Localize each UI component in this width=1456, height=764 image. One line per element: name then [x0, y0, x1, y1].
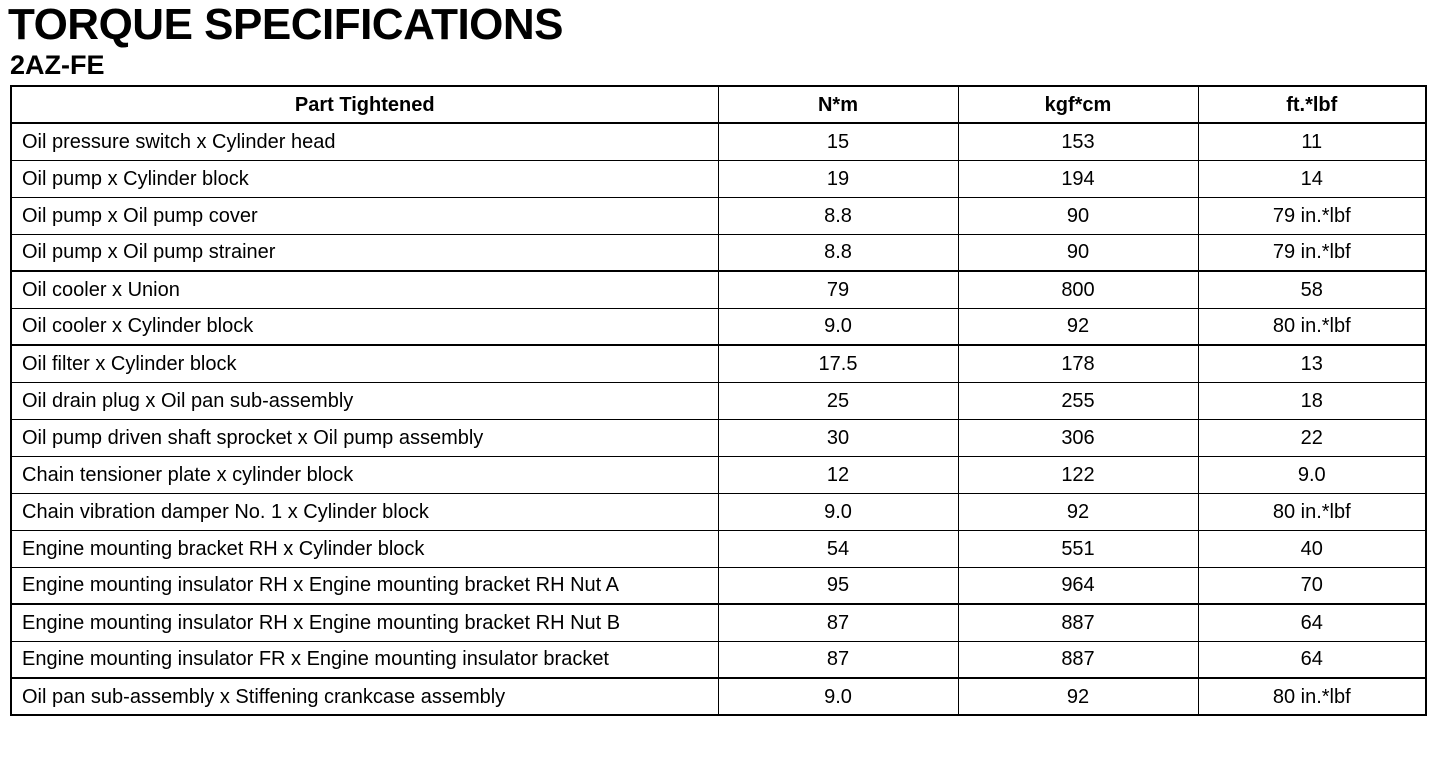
table-row: [11, 493, 1426, 530]
nm-cell: 95: [718, 567, 958, 604]
nm-cell: 9.0: [718, 308, 958, 345]
ft-cell: 9.0: [1198, 456, 1426, 493]
kgf-cell: 178: [958, 345, 1198, 382]
table-row: [11, 604, 1426, 641]
nm-cell: 30: [718, 419, 958, 456]
nm-cell: 8.8: [718, 234, 958, 271]
kgf-cell: 153: [958, 123, 1198, 160]
nm-cell: 9.0: [718, 678, 958, 715]
ft-cell: 13: [1198, 345, 1426, 382]
kgf-cell: 194: [958, 160, 1198, 197]
nm-cell: 8.8: [718, 197, 958, 234]
part-cell: Oil filter x Cylinder block: [11, 345, 718, 382]
nm-cell: 54: [718, 530, 958, 567]
table-row: [11, 308, 1426, 345]
engine-code-subtitle: 2AZ-FE: [10, 50, 105, 80]
nm-cell: 25: [718, 382, 958, 419]
table-row: [11, 197, 1426, 234]
nm-cell: 87: [718, 604, 958, 641]
part-cell: Oil cooler x Union: [11, 271, 718, 308]
kgf-cell: 92: [958, 678, 1198, 715]
ft-cell: 22: [1198, 419, 1426, 456]
ft-cell: 14: [1198, 160, 1426, 197]
kgf-cell: 964: [958, 567, 1198, 604]
nm-cell: 79: [718, 271, 958, 308]
ft-cell: 64: [1198, 604, 1426, 641]
ft-cell: 80 in.*lbf: [1198, 493, 1426, 530]
table-row: [11, 160, 1426, 197]
table-row: [11, 456, 1426, 493]
ft-cell: 40: [1198, 530, 1426, 567]
kgf-cell: 887: [958, 604, 1198, 641]
part-cell: Oil pump x Oil pump strainer: [11, 234, 718, 271]
kgf-cell: 551: [958, 530, 1198, 567]
nm-cell: 19: [718, 160, 958, 197]
part-cell: Oil pump x Cylinder block: [11, 160, 718, 197]
ft-cell: 70: [1198, 567, 1426, 604]
header-kgf-cm: kgf*cm: [958, 86, 1198, 123]
header-ft-lbf: ft.*lbf: [1198, 86, 1426, 123]
page-title: TORQUE SPECIFICATIONS: [8, 0, 564, 49]
ft-cell: 58: [1198, 271, 1426, 308]
nm-cell: 9.0: [718, 493, 958, 530]
part-cell: Oil pump driven shaft sprocket x Oil pump assembly: [11, 419, 718, 456]
table-row: [11, 641, 1426, 678]
part-cell: Oil pan sub-assembly x Stiffening crankcase assembly: [11, 678, 718, 715]
nm-cell: 17.5: [718, 345, 958, 382]
ft-cell: 79 in.*lbf: [1198, 234, 1426, 271]
table-row: [11, 234, 1426, 271]
part-cell: Oil drain plug x Oil pan sub-assembly: [11, 382, 718, 419]
part-cell: Engine mounting bracket RH x Cylinder block: [11, 530, 718, 567]
table-row: [11, 345, 1426, 382]
table-header-row: [11, 86, 1426, 123]
table-row: [11, 419, 1426, 456]
table-row: [11, 271, 1426, 308]
part-cell: Chain tensioner plate x cylinder block: [11, 456, 718, 493]
kgf-cell: 90: [958, 197, 1198, 234]
header-nm: N*m: [718, 86, 958, 123]
part-cell: Oil pump x Oil pump cover: [11, 197, 718, 234]
kgf-cell: 92: [958, 308, 1198, 345]
torque-spec-table: [10, 85, 1427, 716]
nm-cell: 12: [718, 456, 958, 493]
part-cell: Oil cooler x Cylinder block: [11, 308, 718, 345]
part-cell: Oil pressure switch x Cylinder head: [11, 123, 718, 160]
table-row: [11, 382, 1426, 419]
table-row: [11, 567, 1426, 604]
part-cell: Engine mounting insulator RH x Engine mounting bracket RH Nut B: [11, 604, 718, 641]
nm-cell: 87: [718, 641, 958, 678]
ft-cell: 18: [1198, 382, 1426, 419]
table-row: [11, 530, 1426, 567]
table-row: [11, 678, 1426, 715]
ft-cell: 80 in.*lbf: [1198, 678, 1426, 715]
part-cell: Chain vibration damper No. 1 x Cylinder block: [11, 493, 718, 530]
header-part-tightened: Part Tightened: [11, 86, 718, 123]
ft-cell: 64: [1198, 641, 1426, 678]
kgf-cell: 92: [958, 493, 1198, 530]
part-cell: Engine mounting insulator RH x Engine mounting bracket RH Nut A: [11, 567, 718, 604]
nm-cell: 15: [718, 123, 958, 160]
ft-cell: 11: [1198, 123, 1426, 160]
kgf-cell: 255: [958, 382, 1198, 419]
kgf-cell: 306: [958, 419, 1198, 456]
part-cell: Engine mounting insulator FR x Engine mounting insulator bracket: [11, 641, 718, 678]
table-row: [11, 123, 1426, 160]
kgf-cell: 887: [958, 641, 1198, 678]
ft-cell: 80 in.*lbf: [1198, 308, 1426, 345]
ft-cell: 79 in.*lbf: [1198, 197, 1426, 234]
kgf-cell: 90: [958, 234, 1198, 271]
kgf-cell: 122: [958, 456, 1198, 493]
kgf-cell: 800: [958, 271, 1198, 308]
